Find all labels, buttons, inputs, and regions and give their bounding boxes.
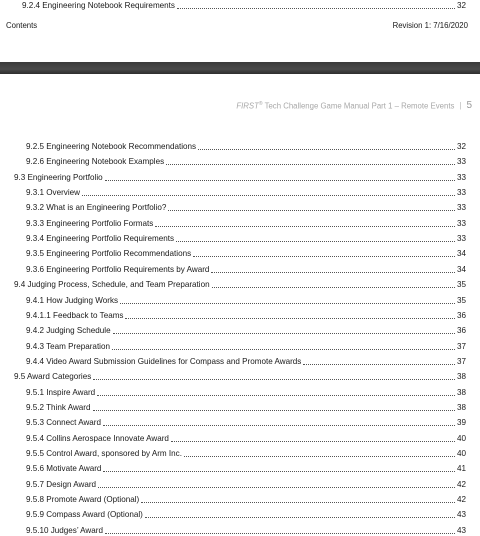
header-brand: FIRST: [236, 101, 259, 111]
toc-entry-label: 9.5.4 Collins Aerospace Innovate Award: [26, 433, 169, 443]
dot-leader: [103, 418, 455, 426]
dot-leader: [193, 249, 455, 257]
toc-entry-page: 36: [456, 326, 466, 336]
dot-leader: [176, 234, 455, 242]
toc-entry[interactable]: [26, 387, 466, 398]
toc-entry[interactable]: [26, 156, 466, 167]
toc-entry[interactable]: [26, 463, 466, 474]
toc-entry-label: 9.2.4 Engineering Notebook Requirements: [22, 1, 175, 10]
dot-leader: [184, 449, 455, 457]
dot-leader: [141, 495, 455, 503]
footer-left: Contents: [6, 21, 38, 30]
toc-entry-label: 9.5.10 Judges’ Award: [26, 525, 103, 535]
dot-leader: [166, 157, 455, 165]
dot-leader: [113, 326, 455, 334]
toc-entry-page: 37: [456, 341, 466, 351]
toc-entry[interactable]: [26, 525, 466, 536]
toc-entry-label: 9.3.3 Engineering Portfolio Formats: [26, 218, 154, 228]
header-title: [236, 101, 454, 111]
toc-entry-page: 33: [456, 218, 466, 228]
toc-entry[interactable]: [26, 402, 466, 413]
toc-entry[interactable]: [26, 295, 466, 306]
dot-leader: [211, 265, 455, 273]
dot-leader: [303, 357, 455, 365]
toc-entry-label: 9.5.5 Control Award, sponsored by Arm Inc.: [26, 449, 182, 458]
dot-leader: [98, 480, 455, 488]
toc-entry-page: 40: [456, 433, 466, 443]
toc-entry[interactable]: [14, 371, 466, 382]
toc-entry[interactable]: [26, 325, 466, 336]
toc-entry-label: 9.5.6 Motivate Award: [26, 464, 102, 474]
dot-leader: [145, 510, 455, 518]
toc-entry-label: 9.4.1.1 Feedback to Teams: [26, 310, 124, 320]
dot-leader: [168, 203, 455, 211]
toc-entry[interactable]: [26, 448, 466, 459]
toc-entry-page: 33: [456, 188, 466, 198]
toc-entry-label: 9.5.1 Inspire Award: [26, 387, 96, 397]
toc-entry-label: 9.5.8 Promote Award (Optional): [26, 495, 140, 505]
toc-entry-page: 43: [456, 510, 466, 520]
toc-entry-page: 32: [456, 1, 466, 10]
dot-leader: [198, 142, 455, 150]
toc-entry-label: 9.4.1 How Judging Works: [26, 295, 119, 305]
toc-entry-label: 9.5.2 Think Award: [26, 402, 91, 412]
toc-entry-label: 9.3.5 Engineering Portfolio Recommendations: [26, 249, 192, 259]
page-header: [236, 100, 472, 111]
toc-entry-label: 9.5.9 Compass Award (Optional): [26, 510, 143, 520]
toc-entry-label: 9.4.3 Team Preparation: [26, 341, 110, 351]
dot-leader: [120, 296, 455, 304]
toc-entry-page: 33: [456, 172, 466, 182]
toc-entry-page: 43: [456, 525, 466, 535]
toc-entry-page: 32: [456, 142, 466, 151]
toc-entry-page: 38: [456, 402, 466, 412]
dot-leader: [82, 188, 455, 196]
toc-entry[interactable]: [26, 141, 466, 152]
toc-entry-page: 37: [456, 356, 466, 366]
toc-entry-page: 41: [456, 464, 466, 474]
dot-leader: [103, 464, 455, 472]
toc-entry-page: 38: [456, 387, 466, 397]
page-number: 5: [466, 100, 472, 111]
toc-entry-label: 9.5.3 Connect Award: [26, 418, 101, 428]
dot-leader: [105, 173, 455, 181]
toc-entry-page: 35: [456, 295, 466, 305]
toc-entry-page: 33: [456, 157, 466, 167]
toc-entry[interactable]: [26, 509, 466, 520]
toc-entry[interactable]: [26, 264, 466, 275]
dot-leader: [112, 342, 455, 350]
dot-leader: [97, 388, 455, 396]
toc-entry[interactable]: [26, 218, 466, 229]
toc-entry[interactable]: [26, 248, 466, 259]
toc-entry-label: 9.4.2 Judging Schedule: [26, 326, 111, 336]
dot-leader: [125, 311, 455, 319]
registered-mark: ®: [258, 100, 263, 107]
toc-entry-page: 33: [456, 234, 466, 244]
toc-entry-label: 9.5 Award Categories: [14, 372, 92, 382]
dot-leader: [93, 372, 455, 380]
toc-entry[interactable]: [22, 0, 466, 11]
dot-leader: [105, 526, 455, 534]
toc-entry-label: 9.2.5 Engineering Notebook Recommendations: [26, 142, 197, 151]
toc-entry-label: 9.4.4 Video Award Submission Guidelines for Compass and Promote Awards: [26, 356, 302, 366]
toc-entry[interactable]: [26, 341, 466, 352]
toc-entry-page: 35: [456, 280, 466, 290]
toc-entry[interactable]: [26, 356, 466, 367]
page-gap: [0, 62, 480, 74]
toc-entry-label: 9.2.6 Engineering Notebook Examples: [26, 157, 165, 167]
toc-entry[interactable]: [26, 494, 466, 505]
dot-leader: [93, 403, 455, 411]
toc-entry-page: 34: [456, 264, 466, 274]
header-separator: |: [459, 101, 462, 110]
toc-entry[interactable]: [26, 187, 466, 198]
toc-entry-label: 9.4 Judging Process, Schedule, and Team Preparation: [14, 280, 210, 290]
toc-entry[interactable]: [26, 233, 466, 244]
footer-right: Revision 1: 7/16/2020: [392, 21, 468, 30]
toc-entry-page: 40: [456, 449, 466, 458]
dot-leader: [155, 219, 455, 227]
dot-leader: [212, 280, 455, 288]
toc-entry-page: 34: [456, 249, 466, 259]
toc-entry[interactable]: [26, 479, 466, 490]
toc-entry-page: 38: [456, 372, 466, 382]
toc-entry-page: 36: [456, 310, 466, 320]
dot-leader: [171, 434, 455, 442]
toc-entry[interactable]: [14, 172, 466, 183]
page-footer: [6, 21, 468, 30]
toc-entry-label: 9.3.2 What is an Engineering Portfolio?: [26, 203, 167, 213]
toc-entry-page: 42: [456, 479, 466, 489]
toc-entry[interactable]: [26, 310, 466, 321]
toc-entry[interactable]: [26, 202, 466, 213]
toc-entry[interactable]: [26, 417, 466, 428]
dot-leader: [177, 1, 455, 9]
toc-entry[interactable]: [14, 279, 466, 290]
toc-entry-page: 33: [456, 203, 466, 213]
toc-entry-label: 9.3.6 Engineering Portfolio Requirements by Award: [26, 264, 210, 274]
toc-entry-label: 9.3.1 Overview: [26, 188, 80, 198]
toc-entry-page: 39: [456, 418, 466, 428]
toc-entry-page: 42: [456, 495, 466, 505]
header-title-text: Tech Challenge Game Manual Part 1 – Remote Events: [262, 101, 455, 111]
toc-entry-label: 9.3 Engineering Portfolio: [14, 172, 103, 182]
toc-entry[interactable]: [26, 433, 466, 444]
toc-entry-label: 9.5.7 Design Award: [26, 479, 97, 489]
toc-entry-label: 9.3.4 Engineering Portfolio Requirements: [26, 234, 175, 244]
